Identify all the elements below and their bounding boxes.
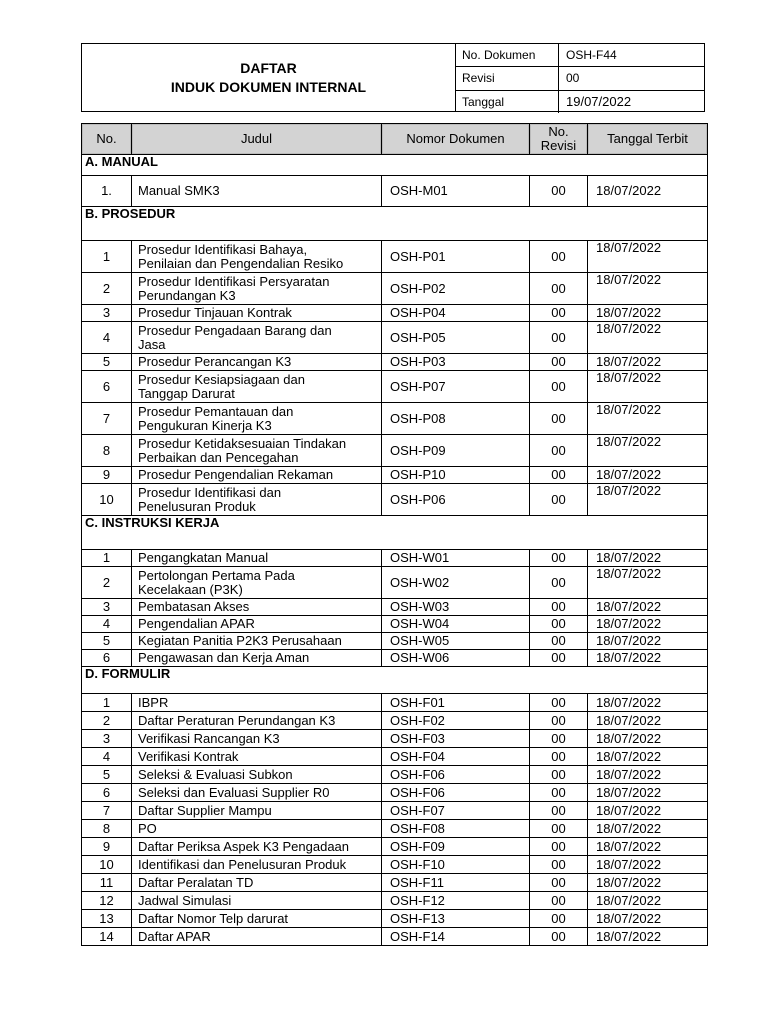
cell-revisi: 00 <box>530 484 588 516</box>
cell-nomor-dokumen: OSH-F01 <box>382 694 530 712</box>
judul-line: Daftar APAR <box>138 928 211 944</box>
judul-line: Jasa <box>138 336 166 352</box>
column-header-nomor-dokumen: Nomor Dokumen <box>382 124 530 155</box>
table-row <box>82 467 708 484</box>
cell-nomor-dokumen: OSH-W04 <box>382 616 530 633</box>
cell-nomor-dokumen: OSH-P10 <box>382 467 530 484</box>
section-title: C. INSTRUKSI KERJA <box>82 516 708 550</box>
judul-line: Prosedur Identifikasi Bahaya, <box>138 241 308 257</box>
cell-nomor-dokumen: OSH-F02 <box>382 712 530 730</box>
judul-line: Prosedur Pengendalian Rekaman <box>138 467 334 482</box>
cell-no: 9 <box>82 467 132 484</box>
cell-no: 3 <box>82 730 132 748</box>
table-row <box>82 730 708 748</box>
section-title: B. PROSEDUR <box>82 207 708 241</box>
cell-nomor-dokumen: OSH-F14 <box>382 928 530 946</box>
cell-tanggal-terbit: 18/07/2022 <box>588 273 708 305</box>
cell-nomor-dokumen: OSH-P06 <box>382 484 530 516</box>
judul-line: Pembatasan Akses <box>138 599 250 614</box>
table-row <box>82 599 708 616</box>
cell-tanggal-terbit: 18/07/2022 <box>588 928 708 946</box>
meta-label: No. Dokumen <box>455 44 559 66</box>
document-title <box>82 44 456 111</box>
cell-nomor-dokumen: OSH-F08 <box>382 820 530 838</box>
cell-no: 1 <box>82 550 132 567</box>
cell-tanggal-terbit: 18/07/2022 <box>588 650 708 667</box>
table-row <box>82 273 708 305</box>
table-row <box>82 784 708 802</box>
cell-judul <box>132 371 382 403</box>
cell-revisi: 00 <box>530 802 588 820</box>
cell-judul <box>132 176 382 207</box>
cell-tanggal-terbit: 18/07/2022 <box>588 241 708 273</box>
cell-nomor-dokumen: OSH-F06 <box>382 784 530 802</box>
cell-revisi: 00 <box>530 305 588 322</box>
meta-row-revisi <box>455 66 704 89</box>
judul-line: Jadwal Simulasi <box>138 892 232 908</box>
cell-tanggal-terbit: 18/07/2022 <box>588 484 708 516</box>
cell-nomor-dokumen: OSH-F09 <box>382 838 530 856</box>
judul-line: IBPR <box>138 694 169 710</box>
cell-revisi: 00 <box>530 241 588 273</box>
cell-no: 12 <box>82 892 132 910</box>
section-title: D. FORMULIR <box>82 667 708 694</box>
cell-judul <box>132 599 382 616</box>
cell-tanggal-terbit: 18/07/2022 <box>588 838 708 856</box>
judul-line: Pertolongan Pertama Pada <box>138 567 295 583</box>
cell-nomor-dokumen: OSH-P08 <box>382 403 530 435</box>
judul-line: Prosedur Ketidaksesuaian Tindakan <box>138 435 347 451</box>
column-header-no-revisi: No. Revisi <box>530 124 588 155</box>
cell-no: 7 <box>82 403 132 435</box>
cell-no: 2 <box>82 712 132 730</box>
table-row <box>82 176 708 207</box>
cell-nomor-dokumen: OSH-P04 <box>382 305 530 322</box>
cell-no: 8 <box>82 435 132 467</box>
judul-line: Perbaikan dan Pencegahan <box>138 449 299 465</box>
section-header-row <box>82 207 708 241</box>
meta-value: 19/07/2022 <box>566 94 632 110</box>
cell-no: 5 <box>82 633 132 650</box>
cell-revisi: 00 <box>530 892 588 910</box>
document-table <box>81 123 708 946</box>
cell-tanggal-terbit: 18/07/2022 <box>588 730 708 748</box>
cell-tanggal-terbit: 18/07/2022 <box>588 633 708 650</box>
judul-line: Tanggap Darurat <box>138 385 235 401</box>
meta-label: Tanggal <box>455 91 559 113</box>
cell-no: 5 <box>82 766 132 784</box>
cell-judul <box>132 694 382 712</box>
cell-revisi: 00 <box>530 650 588 667</box>
cell-no: 10 <box>82 856 132 874</box>
cell-revisi: 00 <box>530 928 588 946</box>
cell-judul <box>132 273 382 305</box>
title-line-1: DAFTAR <box>240 59 297 76</box>
judul-line: Prosedur Tinjauan Kontrak <box>138 305 292 320</box>
judul-line: Penilaian dan Pengendalian Resiko <box>138 255 344 271</box>
cell-judul <box>132 910 382 928</box>
table-row <box>82 435 708 467</box>
cell-judul <box>132 784 382 802</box>
cell-tanggal-terbit: 18/07/2022 <box>588 322 708 354</box>
judul-line: Prosedur Pemantauan dan <box>138 403 294 419</box>
section-header-row <box>82 516 708 550</box>
judul-line: Pengangkatan Manual <box>138 550 269 565</box>
column-header-tanggal-terbit: Tanggal Terbit <box>588 124 708 155</box>
cell-tanggal-terbit: 18/07/2022 <box>588 550 708 567</box>
judul-line: Verifikasi Kontrak <box>138 748 239 764</box>
judul-line: Daftar Supplier Mampu <box>138 802 272 818</box>
cell-judul <box>132 403 382 435</box>
table-row <box>82 892 708 910</box>
meta-row-tanggal <box>455 90 704 113</box>
table-row <box>82 650 708 667</box>
cell-no: 10 <box>82 484 132 516</box>
cell-no: 9 <box>82 838 132 856</box>
table-row <box>82 694 708 712</box>
cell-nomor-dokumen: OSH-P02 <box>382 273 530 305</box>
cell-revisi: 00 <box>530 856 588 874</box>
cell-judul <box>132 650 382 667</box>
table-row <box>82 874 708 892</box>
cell-no: 6 <box>82 784 132 802</box>
meta-value: OSH-F44 <box>566 48 617 63</box>
judul-line: Seleksi dan Evaluasi Supplier R0 <box>138 784 330 800</box>
cell-tanggal-terbit: 18/07/2022 <box>588 802 708 820</box>
table-row <box>82 354 708 371</box>
cell-revisi: 00 <box>530 712 588 730</box>
cell-judul <box>132 354 382 371</box>
cell-judul <box>132 802 382 820</box>
cell-tanggal-terbit: 18/07/2022 <box>588 892 708 910</box>
table-row <box>82 820 708 838</box>
cell-revisi: 00 <box>530 616 588 633</box>
cell-revisi: 00 <box>530 550 588 567</box>
cell-tanggal-terbit: 18/07/2022 <box>588 599 708 616</box>
cell-no: 8 <box>82 820 132 838</box>
cell-no: 1 <box>82 241 132 273</box>
cell-tanggal-terbit: 18/07/2022 <box>588 176 708 207</box>
table-row <box>82 910 708 928</box>
cell-judul <box>132 838 382 856</box>
judul-line: Prosedur Kesiapsiagaan dan <box>138 371 305 387</box>
judul-line: Daftar Peraturan Perundangan K3 <box>138 712 336 728</box>
cell-nomor-dokumen: OSH-W05 <box>382 633 530 650</box>
cell-no: 13 <box>82 910 132 928</box>
cell-revisi: 00 <box>530 910 588 928</box>
cell-tanggal-terbit: 18/07/2022 <box>588 567 708 599</box>
cell-nomor-dokumen: OSH-F13 <box>382 910 530 928</box>
cell-tanggal-terbit: 18/07/2022 <box>588 371 708 403</box>
document-header <box>81 43 705 112</box>
cell-tanggal-terbit: 18/07/2022 <box>588 435 708 467</box>
cell-tanggal-terbit: 18/07/2022 <box>588 784 708 802</box>
cell-nomor-dokumen: OSH-P01 <box>382 241 530 273</box>
cell-tanggal-terbit: 18/07/2022 <box>588 910 708 928</box>
cell-revisi: 00 <box>530 874 588 892</box>
cell-tanggal-terbit: 18/07/2022 <box>588 820 708 838</box>
cell-revisi: 00 <box>530 730 588 748</box>
meta-label: Revisi <box>455 67 559 89</box>
cell-no: 3 <box>82 599 132 616</box>
judul-line: Pengendalian APAR <box>138 616 255 631</box>
cell-nomor-dokumen: OSH-F06 <box>382 766 530 784</box>
judul-line: Daftar Peralatan TD <box>138 874 254 890</box>
cell-judul <box>132 766 382 784</box>
table-row <box>82 322 708 354</box>
cell-revisi: 00 <box>530 403 588 435</box>
cell-revisi: 00 <box>530 633 588 650</box>
cell-nomor-dokumen: OSH-P07 <box>382 371 530 403</box>
cell-nomor-dokumen: OSH-M01 <box>382 176 530 207</box>
cell-tanggal-terbit: 18/07/2022 <box>588 354 708 371</box>
cell-tanggal-terbit: 18/07/2022 <box>588 874 708 892</box>
table-row <box>82 802 708 820</box>
cell-judul <box>132 928 382 946</box>
judul-line: PO <box>138 820 157 836</box>
title-line-2: INDUK DOKUMEN INTERNAL <box>170 78 367 95</box>
cell-tanggal-terbit: 18/07/2022 <box>588 467 708 484</box>
cell-nomor-dokumen: OSH-F03 <box>382 730 530 748</box>
cell-nomor-dokumen: OSH-W03 <box>382 599 530 616</box>
table-row <box>82 748 708 766</box>
cell-revisi: 00 <box>530 435 588 467</box>
cell-judul <box>132 484 382 516</box>
table-row <box>82 241 708 273</box>
cell-tanggal-terbit: 18/07/2022 <box>588 712 708 730</box>
cell-judul <box>132 820 382 838</box>
table-row <box>82 567 708 599</box>
cell-no: 1. <box>82 176 132 207</box>
judul-line: Penelusuran Produk <box>138 498 256 514</box>
cell-judul <box>132 241 382 273</box>
cell-revisi: 00 <box>530 371 588 403</box>
judul-line: Manual SMK3 <box>138 183 220 198</box>
cell-nomor-dokumen: OSH-W02 <box>382 567 530 599</box>
cell-judul <box>132 322 382 354</box>
cell-no: 4 <box>82 322 132 354</box>
cell-nomor-dokumen: OSH-F04 <box>382 748 530 766</box>
cell-no: 6 <box>82 650 132 667</box>
cell-revisi: 00 <box>530 273 588 305</box>
cell-tanggal-terbit: 18/07/2022 <box>588 305 708 322</box>
cell-no: 11 <box>82 874 132 892</box>
table-row <box>82 856 708 874</box>
cell-judul <box>132 550 382 567</box>
table-row <box>82 484 708 516</box>
cell-revisi: 00 <box>530 694 588 712</box>
cell-tanggal-terbit: 18/07/2022 <box>588 403 708 435</box>
cell-judul <box>132 633 382 650</box>
judul-line: Verifikasi Rancangan K3 <box>138 730 280 746</box>
table-row <box>82 305 708 322</box>
cell-judul <box>132 730 382 748</box>
cell-tanggal-terbit: 18/07/2022 <box>588 856 708 874</box>
section-header-row <box>82 667 708 694</box>
table-row <box>82 712 708 730</box>
judul-line: Daftar Periksa Aspek K3 Pengadaan <box>138 838 350 854</box>
column-header-no: No. <box>82 124 132 155</box>
judul-line: Perundangan K3 <box>138 287 236 303</box>
judul-line: Prosedur Pengadaan Barang dan <box>138 322 332 338</box>
cell-nomor-dokumen: OSH-W01 <box>382 550 530 567</box>
cell-nomor-dokumen: OSH-F12 <box>382 892 530 910</box>
judul-line: Daftar Nomor Telp darurat <box>138 910 289 926</box>
cell-no: 14 <box>82 928 132 946</box>
cell-tanggal-terbit: 18/07/2022 <box>588 766 708 784</box>
table-row <box>82 371 708 403</box>
cell-judul <box>132 892 382 910</box>
table-row <box>82 616 708 633</box>
cell-nomor-dokumen: OSH-F07 <box>382 802 530 820</box>
cell-no: 7 <box>82 802 132 820</box>
cell-judul <box>132 567 382 599</box>
table-row <box>82 633 708 650</box>
cell-nomor-dokumen: OSH-W06 <box>382 650 530 667</box>
table-row <box>82 550 708 567</box>
cell-tanggal-terbit: 18/07/2022 <box>588 694 708 712</box>
cell-nomor-dokumen: OSH-P05 <box>382 322 530 354</box>
cell-revisi: 00 <box>530 838 588 856</box>
section-title: A. MANUAL <box>82 155 708 176</box>
judul-line: Prosedur Perancangan K3 <box>138 354 292 369</box>
cell-nomor-dokumen: OSH-F10 <box>382 856 530 874</box>
cell-no: 5 <box>82 354 132 371</box>
judul-line: Prosedur Identifikasi Persyaratan <box>138 273 330 289</box>
judul-line: Kegiatan Panitia P2K3 Perusahaan <box>138 633 342 648</box>
cell-judul <box>132 616 382 633</box>
judul-line: Pengukuran Kinerja K3 <box>138 417 272 433</box>
cell-judul <box>132 305 382 322</box>
cell-no: 2 <box>82 273 132 305</box>
cell-revisi: 00 <box>530 354 588 371</box>
cell-revisi: 00 <box>530 467 588 484</box>
cell-no: 2 <box>82 567 132 599</box>
cell-revisi: 00 <box>530 322 588 354</box>
table-body <box>82 155 708 946</box>
column-header-judul: Judul <box>132 124 382 155</box>
cell-judul <box>132 748 382 766</box>
judul-line: Seleksi & Evaluasi Subkon <box>138 766 293 782</box>
cell-no: 3 <box>82 305 132 322</box>
meta-value: 00 <box>566 71 580 86</box>
judul-line: Identifikasi dan Penelusuran Produk <box>138 856 347 872</box>
cell-revisi: 00 <box>530 784 588 802</box>
cell-no: 6 <box>82 371 132 403</box>
cell-no: 1 <box>82 694 132 712</box>
cell-judul <box>132 435 382 467</box>
cell-nomor-dokumen: OSH-F11 <box>382 874 530 892</box>
cell-revisi: 00 <box>530 748 588 766</box>
judul-line: Kecelakaan (P3K) <box>138 581 243 597</box>
cell-judul <box>132 467 382 484</box>
cell-revisi: 00 <box>530 176 588 207</box>
cell-judul <box>132 712 382 730</box>
cell-revisi: 00 <box>530 567 588 599</box>
cell-nomor-dokumen: OSH-P03 <box>382 354 530 371</box>
judul-line: Prosedur Identifikasi dan <box>138 484 282 500</box>
section-header-row <box>82 155 708 176</box>
cell-nomor-dokumen: OSH-P09 <box>382 435 530 467</box>
table-row <box>82 766 708 784</box>
cell-judul <box>132 856 382 874</box>
judul-line: Pengawasan dan Kerja Aman <box>138 650 310 665</box>
table-row <box>82 838 708 856</box>
cell-revisi: 00 <box>530 820 588 838</box>
cell-no: 4 <box>82 616 132 633</box>
table-row <box>82 928 708 946</box>
document-meta <box>455 44 704 111</box>
table-row <box>82 403 708 435</box>
cell-tanggal-terbit: 18/07/2022 <box>588 748 708 766</box>
cell-revisi: 00 <box>530 599 588 616</box>
cell-no: 4 <box>82 748 132 766</box>
cell-revisi: 00 <box>530 766 588 784</box>
cell-tanggal-terbit: 18/07/2022 <box>588 616 708 633</box>
meta-row-no-dokumen <box>455 44 704 66</box>
table-header-row <box>82 124 708 155</box>
cell-judul <box>132 874 382 892</box>
